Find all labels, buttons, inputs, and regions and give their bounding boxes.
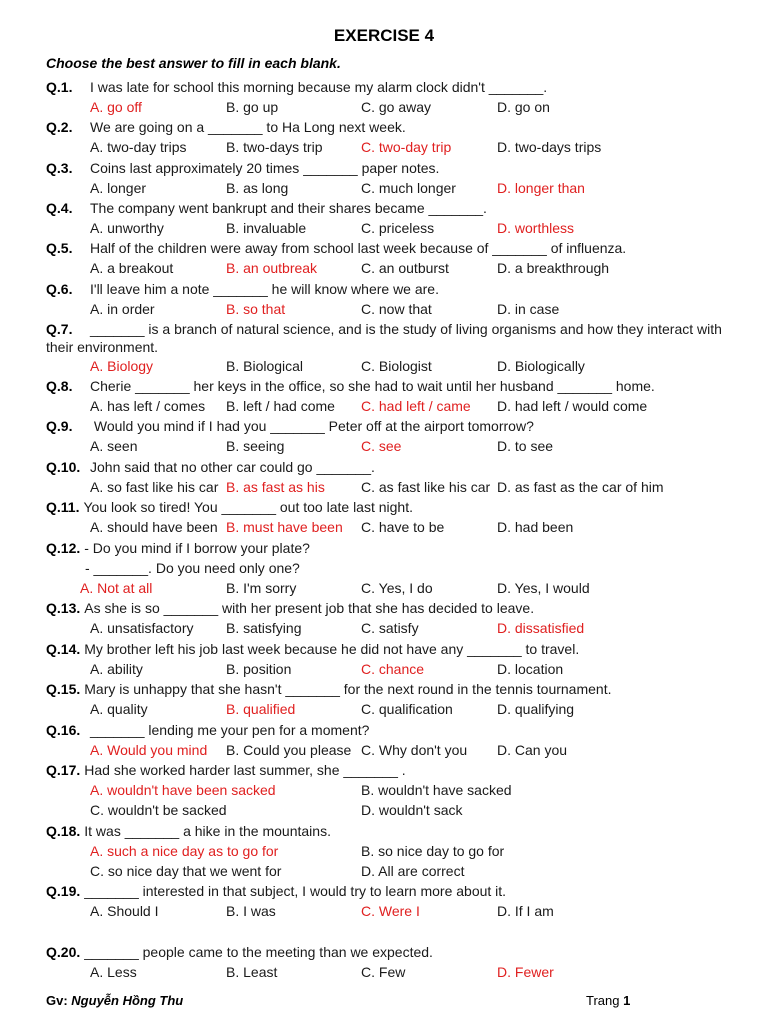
option-b: B. so nice day to go for [361, 843, 505, 859]
question-text: I'll leave him a note _______ he will know where we are. [90, 281, 439, 297]
option-d: D. If I am [497, 903, 554, 919]
question-text: You look so tired! You _______ out too late last night. [83, 499, 413, 515]
option-b: B. satisfying [226, 620, 302, 636]
option-c: C. chance [361, 661, 425, 677]
question-number: Q.6. [46, 281, 73, 297]
question-number: Q.18. [46, 823, 81, 839]
option-b: B. seeing [226, 438, 285, 454]
teacher-label: Gv: [46, 993, 72, 1008]
option-a: A. a breakout [90, 260, 174, 276]
option-a: A. wouldn't have been sacked [90, 782, 276, 798]
option-a: A. seen [90, 438, 138, 454]
option-c: C. Biologist [361, 358, 432, 374]
option-b: B. Biological [226, 358, 304, 374]
question-text-continued: their environment. [46, 339, 159, 355]
option-a: A. quality [90, 701, 148, 717]
option-d: D. Can you [497, 742, 568, 758]
option-d: D. a breakthrough [497, 260, 610, 276]
question-number: Q.17. [46, 762, 81, 778]
question-text: _______ interested in that subject, I would try to learn more about it. [84, 883, 507, 899]
option-d: D. Yes, I would [497, 580, 590, 596]
question-number: Q.20. [46, 944, 81, 960]
page-number [586, 993, 630, 1008]
option-d: D. location [497, 661, 564, 677]
option-d: D. dissatisfied [497, 620, 585, 636]
option-c: C. Were I [361, 903, 420, 919]
option-b: B. invaluable [226, 220, 307, 236]
teacher-credit [46, 993, 183, 1008]
question-10 [46, 457, 746, 497]
question-9 [46, 416, 746, 456]
question-11 [46, 497, 746, 537]
option-d: D. All are correct [361, 863, 465, 879]
question-text: I was late for school this morning because my alarm clock didn't _______. [90, 79, 548, 95]
option-d: D. qualifying [497, 701, 575, 717]
question-number: Q.3. [46, 160, 73, 176]
option-d: D. go on [497, 99, 550, 115]
question-16 [46, 720, 746, 760]
option-c: C. qualification [361, 701, 453, 717]
option-b: B. wouldn't have sacked [361, 782, 512, 798]
option-d: D. two-days trips [497, 139, 602, 155]
option-c: C. had left / came [361, 398, 471, 414]
question-number: Q.19. [46, 883, 81, 899]
question-number: Q.10. [46, 459, 81, 475]
option-d: D. Biologically [497, 358, 585, 374]
question-text: My brother left his job last week because he did not have any _______ to travel. [84, 641, 580, 657]
question-number: Q.16. [46, 722, 81, 738]
question-number: Q.4. [46, 200, 73, 216]
question-2 [46, 117, 746, 157]
question-18 [46, 821, 746, 881]
question-8 [46, 376, 746, 416]
question-text: It was _______ a hike in the mountains. [84, 823, 331, 839]
question-4 [46, 198, 746, 238]
option-b: B. as fast as his [226, 479, 325, 495]
question-20 [46, 942, 746, 982]
option-d: D. to see [497, 438, 554, 454]
option-a: A. unsatisfactory [90, 620, 194, 636]
option-c: C. priceless [361, 220, 435, 236]
page-number-value: 1 [623, 993, 631, 1008]
option-b: B. so that [226, 301, 286, 317]
option-b: B. Could you please [226, 742, 352, 758]
option-d: D. longer than [497, 180, 585, 196]
question-text-continued: - _______. Do you need only one? [85, 560, 300, 576]
option-d: D. had been [497, 519, 574, 535]
option-d: D. worthless [497, 220, 575, 236]
question-number: Q.5. [46, 240, 73, 256]
question-text: Would you mind if I had you _______ Peter off at the airport tomorrow? [90, 418, 534, 434]
question-19 [46, 881, 746, 921]
question-number: Q.15. [46, 681, 81, 697]
question-1 [46, 77, 746, 117]
question-5 [46, 238, 746, 278]
question-number: Q.8. [46, 378, 73, 394]
question-number: Q.13. [46, 600, 81, 616]
option-c: C. satisfy [361, 620, 419, 636]
option-b: B. I'm sorry [226, 580, 297, 596]
question-text: _______ is a branch of natural science, and is the study of living organisms and how they interact with [90, 321, 722, 337]
question-number: Q.11. [46, 499, 80, 515]
question-6 [46, 279, 746, 319]
question-text: Had she worked harder last summer, she _______ . [84, 762, 406, 778]
page-label: Trang [586, 993, 624, 1008]
option-a: A. unworthy [90, 220, 164, 236]
option-c: C. so nice day that we went for [90, 863, 282, 879]
option-c: C. much longer [361, 180, 456, 196]
question-7 [46, 319, 746, 376]
option-c: C. Yes, I do [361, 580, 433, 596]
option-c: C. see [361, 438, 402, 454]
teacher-name: Nguyễn Hồng Thu [71, 993, 184, 1008]
page-title: EXERCISE 4 [333, 26, 435, 45]
option-b: B. Least [226, 964, 278, 980]
option-a: A. Should I [90, 903, 159, 919]
question-text: Coins last approximately 20 times _______ paper notes. [90, 160, 440, 176]
question-3 [46, 158, 746, 198]
option-a: A. has left / comes [90, 398, 206, 414]
question-text: Mary is unhappy that she hasn't _______ for the next round in the tennis tournament. [84, 681, 612, 697]
question-text: Half of the children were away from school last week because of _______ of influenza. [90, 240, 627, 256]
question-text: We are going on a _______ to Ha Long next week. [90, 119, 406, 135]
option-a: A. in order [90, 301, 155, 317]
option-c: C. have to be [361, 519, 445, 535]
option-c: C. as fast like his car [361, 479, 491, 495]
question-14 [46, 639, 746, 679]
option-a: A. such a nice day as to go for [90, 843, 279, 859]
option-a: A. two-day trips [90, 139, 187, 155]
question-text: _______ people came to the meeting than we expected. [84, 944, 433, 960]
option-a: A. Biology [90, 358, 154, 374]
option-b: B. must have been [226, 519, 343, 535]
option-d: D. in case [497, 301, 560, 317]
option-d: D. wouldn't sack [361, 802, 463, 818]
option-a: A. go off [90, 99, 142, 115]
option-c: C. Why don't you [361, 742, 468, 758]
question-text: John said that no other car could go _______. [90, 459, 375, 475]
question-text: As she is so _______ with her present job that she has decided to leave. [84, 600, 535, 616]
question-13 [46, 598, 746, 638]
option-b: B. I was [226, 903, 276, 919]
option-a: A. should have been [90, 519, 218, 535]
option-a: A. Would you mind [90, 742, 208, 758]
question-text: Cherie _______ her keys in the office, so she had to wait until her husband _______ home. [90, 378, 655, 394]
option-b: B. qualified [226, 701, 296, 717]
option-d: D. Fewer [497, 964, 554, 980]
question-17 [46, 760, 746, 820]
question-number: Q.7. [46, 321, 73, 337]
option-b: B. position [226, 661, 292, 677]
question-text: - Do you mind if I borrow your plate? [84, 540, 310, 556]
option-a: A. Less [90, 964, 137, 980]
question-15 [46, 679, 746, 719]
question-text: _______ lending me your pen for a moment? [90, 722, 370, 738]
option-b: B. left / had come [226, 398, 335, 414]
option-b: B. an outbreak [226, 260, 318, 276]
option-c: C. wouldn't be sacked [90, 802, 227, 818]
option-a: A. so fast like his car [90, 479, 219, 495]
option-c: C. now that [361, 301, 432, 317]
question-12 [46, 538, 746, 598]
option-c: C. two-day trip [361, 139, 452, 155]
option-b: B. go up [226, 99, 279, 115]
option-c: C. an outburst [361, 260, 449, 276]
option-a: A. longer [90, 180, 147, 196]
instructions: Choose the best answer to fill in each blank. [46, 55, 341, 71]
option-d: D. as fast as the car of him [497, 479, 664, 495]
question-number: Q.12. [46, 540, 81, 556]
option-c: C. go away [361, 99, 432, 115]
option-b: B. as long [226, 180, 289, 196]
option-a: A. Not at all [80, 580, 153, 596]
option-b: B. two-days trip [226, 139, 323, 155]
question-number: Q.14. [46, 641, 81, 657]
question-number: Q.9. [46, 418, 73, 434]
question-number: Q.1. [46, 79, 73, 95]
option-d: D. had left / would come [497, 398, 648, 414]
question-text: The company went bankrupt and their shares became _______. [90, 200, 487, 216]
question-number: Q.2. [46, 119, 73, 135]
option-a: A. ability [90, 661, 143, 677]
option-c: C. Few [361, 964, 406, 980]
